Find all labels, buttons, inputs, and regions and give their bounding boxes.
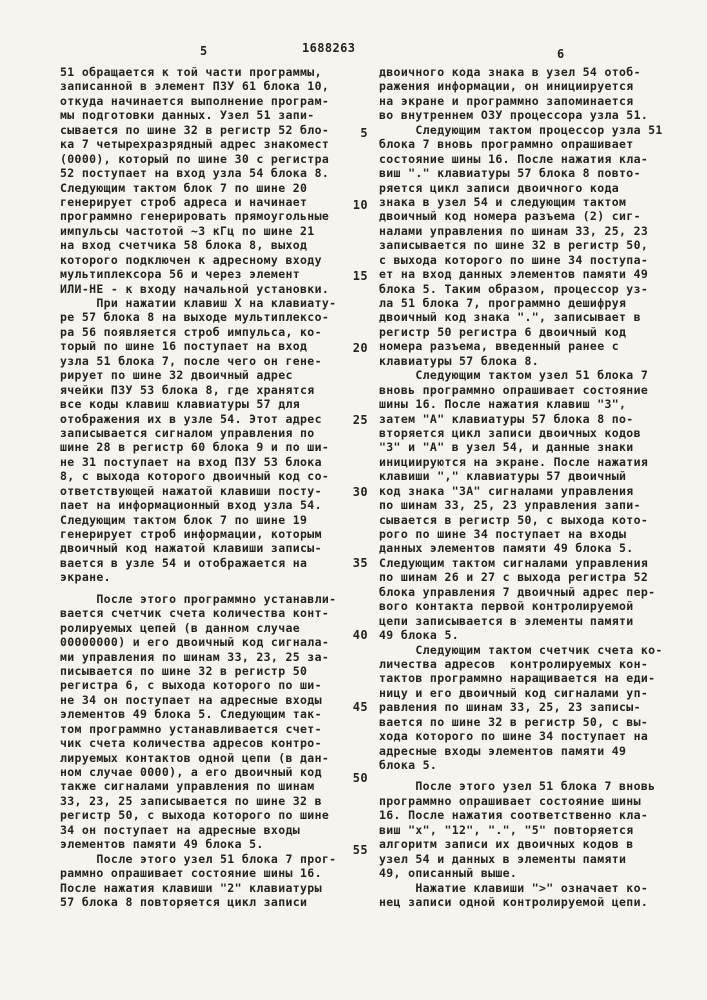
text-line: записывается по шине 32 в регистр 50,: [379, 238, 649, 253]
gutter-line-number: 25: [352, 412, 368, 427]
text-line: двоичный код знака ".", записывает в: [379, 310, 641, 325]
text-line: вается счетчик счета количества конт-: [60, 606, 330, 621]
text-line: 49, описанный выше.: [379, 866, 518, 881]
gutter-line-number: 45: [352, 699, 368, 714]
text-line: не 31 поступает на вход ПЗУ 53 блока: [60, 454, 322, 469]
text-line: 49 блока 5.: [379, 628, 460, 643]
text-line: После нажатия клавиши "2" клавиатуры: [60, 880, 322, 895]
text-line: откуда начинается выполнение програм-: [60, 93, 330, 108]
gutter-line-number: 50: [352, 771, 368, 786]
text-line: шины 16. После нажатия клавиш "З",: [379, 397, 627, 412]
text-line: тактов программно наращивается на еди-: [379, 671, 656, 686]
text-line: элементов 49 блока 5. Следующим так-: [60, 707, 322, 722]
paragraph: [379, 123, 665, 368]
text-line: нец записи одной контролируемой цепи.: [379, 894, 649, 909]
text-line: ражения информации, он инициируется: [379, 79, 634, 94]
text-line: Следующим тактом счетчик счета ко-: [379, 642, 663, 657]
text-line: клавиши "," клавиатуры 57 двоичный: [379, 469, 627, 484]
text-line: мы подготовки данных. Узел 51 запи-: [60, 108, 315, 123]
text-line: После этого программно устанавли-: [60, 591, 337, 606]
text-line: во внутреннем ОЗУ процессора узла 51.: [379, 108, 649, 123]
paragraph: [379, 65, 665, 123]
text-line: 34 он поступает на адресные входы: [60, 822, 301, 837]
text-line: ми управления по шинам 33, 23, 25 за-: [60, 649, 330, 664]
text-line: двоичного кода знака в узел 54 отоб-: [379, 65, 641, 79]
text-line: с выхода которого по шине 34 поступа-: [379, 252, 649, 267]
text-line: вается в узле 54 и отображается на: [60, 555, 308, 570]
text-line: все коды клавиш клавиатуры 57 для: [60, 397, 301, 412]
text-line: по шинам 33, 25, 23 управления запи-: [379, 498, 641, 513]
text-line: виш "х", "12", ".", "5" повторяется: [379, 822, 634, 837]
text-line: записывается сигналом управления по: [60, 425, 315, 440]
text-line: программно опрашивает состояние шины: [379, 793, 641, 808]
text-line: После этого узел 51 блока 7 прог-: [60, 851, 337, 866]
text-line: 51 обращается к той части программы,: [60, 65, 322, 79]
paragraph: [60, 65, 352, 296]
text-line: ре 57 блока 8 на выходе мультиплексо-: [60, 310, 330, 325]
text-line: экране.: [60, 570, 111, 585]
gutter-line-number: 55: [352, 843, 368, 857]
text-line: элементов памяти 49 блока 5.: [60, 837, 264, 852]
text-line: рого по шине 34 поступает на входы: [379, 527, 627, 541]
text-line: (0000), который по шине 30 с регистра: [60, 151, 330, 166]
text-line: Следующим тактом блок 7 по шине 20: [60, 180, 308, 195]
text-line: налами управления по шинам 33, 25, 23: [379, 223, 649, 238]
text-line: лируемых контактов одной цепи (в дан-: [60, 750, 330, 765]
text-line: знака в узел 54 и следующим тактом: [379, 194, 627, 209]
paragraph: [60, 296, 352, 585]
text-line: ролируемых цепей (в данном случае: [60, 620, 301, 635]
text-line: адресные входы элементов памяти 49: [379, 743, 627, 758]
text-line: данных элементов памяти 49 блока 5.: [379, 541, 634, 556]
text-line: Нажатие клавиши ">" означает ко-: [379, 880, 649, 895]
paragraph: [60, 592, 352, 852]
text-line: виш "." клавиатуры 57 блока 8 повто-: [379, 166, 641, 181]
text-line: чик счета количества адресов контро-: [60, 736, 322, 751]
text-line: блока 5.: [379, 758, 438, 772]
paragraph: [379, 368, 665, 642]
text-line: ном случае 0000), а его двоичный код: [60, 765, 322, 779]
text-line: 8, с выхода которого двоичный код со-: [60, 469, 330, 484]
text-line: регистр 50 регистра 6 двоичный код: [379, 324, 627, 339]
text-line: инициируются на экране. После нажатия: [379, 454, 649, 469]
text-line: После этого узел 51 блока 7 вновь: [379, 779, 656, 794]
text-line: торый по шине 16 поступает на вход: [60, 339, 308, 354]
text-line: код знака "ЗА" сигналами управления: [379, 483, 634, 498]
text-line: 16. После нажатия соответственно кла-: [379, 808, 649, 823]
text-line: блока управления 7 двоичный адрес пер-: [379, 584, 656, 599]
text-line: сывается по шине 32 в регистр 52 бло-: [60, 122, 330, 137]
text-line: ра 56 появляется строб импульса, ко-: [60, 324, 322, 339]
paragraph: [60, 852, 352, 910]
text-line: равления по шинам 33, 25, 23 записы-: [379, 700, 641, 715]
text-line: регистра 6, с выхода которого по ши-: [60, 678, 322, 693]
text-line: двоичный код нажатой клавиши записы-: [60, 541, 322, 556]
text-line: "З" и "А" в узел 54, и данные знаки: [379, 440, 634, 455]
text-line: блока 5. Таким образом, процессор уз-: [379, 281, 649, 296]
text-line: пает на информационный вход узла 54.: [60, 498, 322, 513]
text-line: 57 блока 8 повторяется цикл записи: [60, 894, 308, 909]
text-line: ет на вход данных элементов памяти 49: [379, 267, 649, 282]
gutter-line-number: 35: [352, 556, 368, 571]
text-line: шине 28 в регистр 60 блока 9 и по ши-: [60, 440, 330, 455]
text-column-right: [379, 65, 665, 909]
text-line: записанной в элемент ПЗУ 61 блока 10,: [60, 79, 330, 94]
text-line: Следующим тактом узел 51 блока 7: [379, 368, 649, 383]
text-line: программно генерировать прямоугольные: [60, 209, 330, 224]
line-number-gutter: [336, 0, 368, 1000]
text-line: ИЛИ-НЕ - к входу начальной установки.: [60, 281, 330, 296]
text-line: ответствующей нажатой клавиши посту-: [60, 483, 322, 498]
patent-number: 1688263: [302, 41, 356, 55]
text-line: Следующим тактом процессор узла 51: [379, 122, 663, 137]
gutter-line-number: 10: [352, 197, 368, 212]
text-line: вого контакта первой контролируемой: [379, 599, 634, 614]
text-line: цепи записывается в элементы памяти: [379, 613, 634, 628]
text-line: вается по шине 32 в регистр 50, с вы-: [379, 714, 649, 729]
text-line: которого подключен к адресному входу: [60, 252, 322, 267]
text-line: отображения их в узле 54. Этот адрес: [60, 411, 322, 426]
text-line: импульсы частотой ~3 кГц по шине 21: [60, 223, 315, 238]
gutter-line-number: 5: [360, 126, 368, 140]
text-line: ницу и его двоичный код сигналами уп-: [379, 685, 649, 700]
text-line: 52 поступает на вход узла 54 блока 8.: [60, 166, 330, 181]
text-line: ла 51 блока 7, программно дешифруя: [379, 296, 627, 310]
gutter-line-number: 15: [352, 269, 368, 284]
text-line: генерирует строб адреса и начинает: [60, 194, 308, 209]
text-line: личества адресов контролируемых кон-: [379, 656, 649, 671]
text-line: номера разъема, введенный ранее с: [379, 339, 620, 354]
text-line: раммно опрашивает состояние шины 16.: [60, 866, 322, 881]
text-line: также сигналами управления по шинам: [60, 779, 315, 794]
text-line: затем "А" клавиатуры 57 блока 8 по-: [379, 411, 634, 426]
text-line: хода которого по шине 34 поступает на: [379, 729, 649, 744]
text-line: писывается по шине 32 в регистр 50: [60, 663, 308, 678]
text-line: состояние шины 16. После нажатия кла-: [379, 151, 649, 166]
page-number-left: 5: [200, 44, 208, 58]
text-line: мультиплексора 56 и через элемент: [60, 267, 301, 282]
text-line: на экране и программно запоминается: [379, 93, 634, 108]
text-line: сывается в регистр 50, с выхода кото-: [379, 512, 649, 527]
text-line: том программно устанавливается счет-: [60, 721, 322, 736]
text-line: Следующим тактом блок 7 по шине 19: [60, 512, 308, 527]
text-line: узел 54 и данных в элементы памяти: [379, 851, 627, 866]
paragraph: [379, 643, 665, 773]
text-line: При нажатии клавиш Х на клавиату-: [60, 296, 337, 310]
text-line: не 34 он поступает на адресные входы: [60, 692, 322, 707]
text-line: клавиатуры 57 блока 8.: [379, 353, 540, 368]
text-line: алгоритм записи их двоичных кодов в: [379, 837, 634, 852]
gutter-line-number: 20: [352, 341, 368, 356]
text-column-left: [60, 65, 352, 909]
text-line: ка 7 четырехразрядный адрес знакомест: [60, 137, 330, 152]
text-line: регистр 50, с выхода которого по шине: [60, 808, 330, 823]
text-line: на вход счетчика 58 блока 8, выход: [60, 238, 308, 253]
text-line: по шинам 26 и 27 с выхода регистра 52: [379, 570, 649, 585]
text-line: двоичный код номера разъема (2) сиг-: [379, 209, 641, 224]
gutter-line-number: 30: [352, 484, 368, 499]
text-line: вторяется цикл записи двоичных кодов: [379, 425, 641, 440]
gutter-line-number: 40: [352, 627, 368, 642]
text-line: узла 51 блока 7, после чего он гене-: [60, 353, 322, 368]
text-line: 33, 23, 25 записывается по шине 32 в: [60, 793, 322, 808]
text-line: рирует по шине 32 двоичный адрес: [60, 368, 293, 383]
text-line: 00000000) и его двоичный код сигнала-: [60, 635, 330, 650]
page-number-right: 6: [557, 47, 565, 61]
text-line: блока 7 вновь программно опрашивает: [379, 137, 634, 152]
text-line: ячейки ПЗУ 53 блока 8, где хранятся: [60, 382, 315, 397]
text-line: генерирует строб информации, которым: [60, 527, 322, 541]
text-line: ряется цикл записи двоичного кода: [379, 180, 620, 195]
text-line: вновь программно опрашивает состояние: [379, 382, 649, 397]
text-line: Следующим тактом сигналами управления: [379, 555, 649, 570]
paragraph: [379, 881, 665, 910]
paragraph: [379, 779, 665, 880]
